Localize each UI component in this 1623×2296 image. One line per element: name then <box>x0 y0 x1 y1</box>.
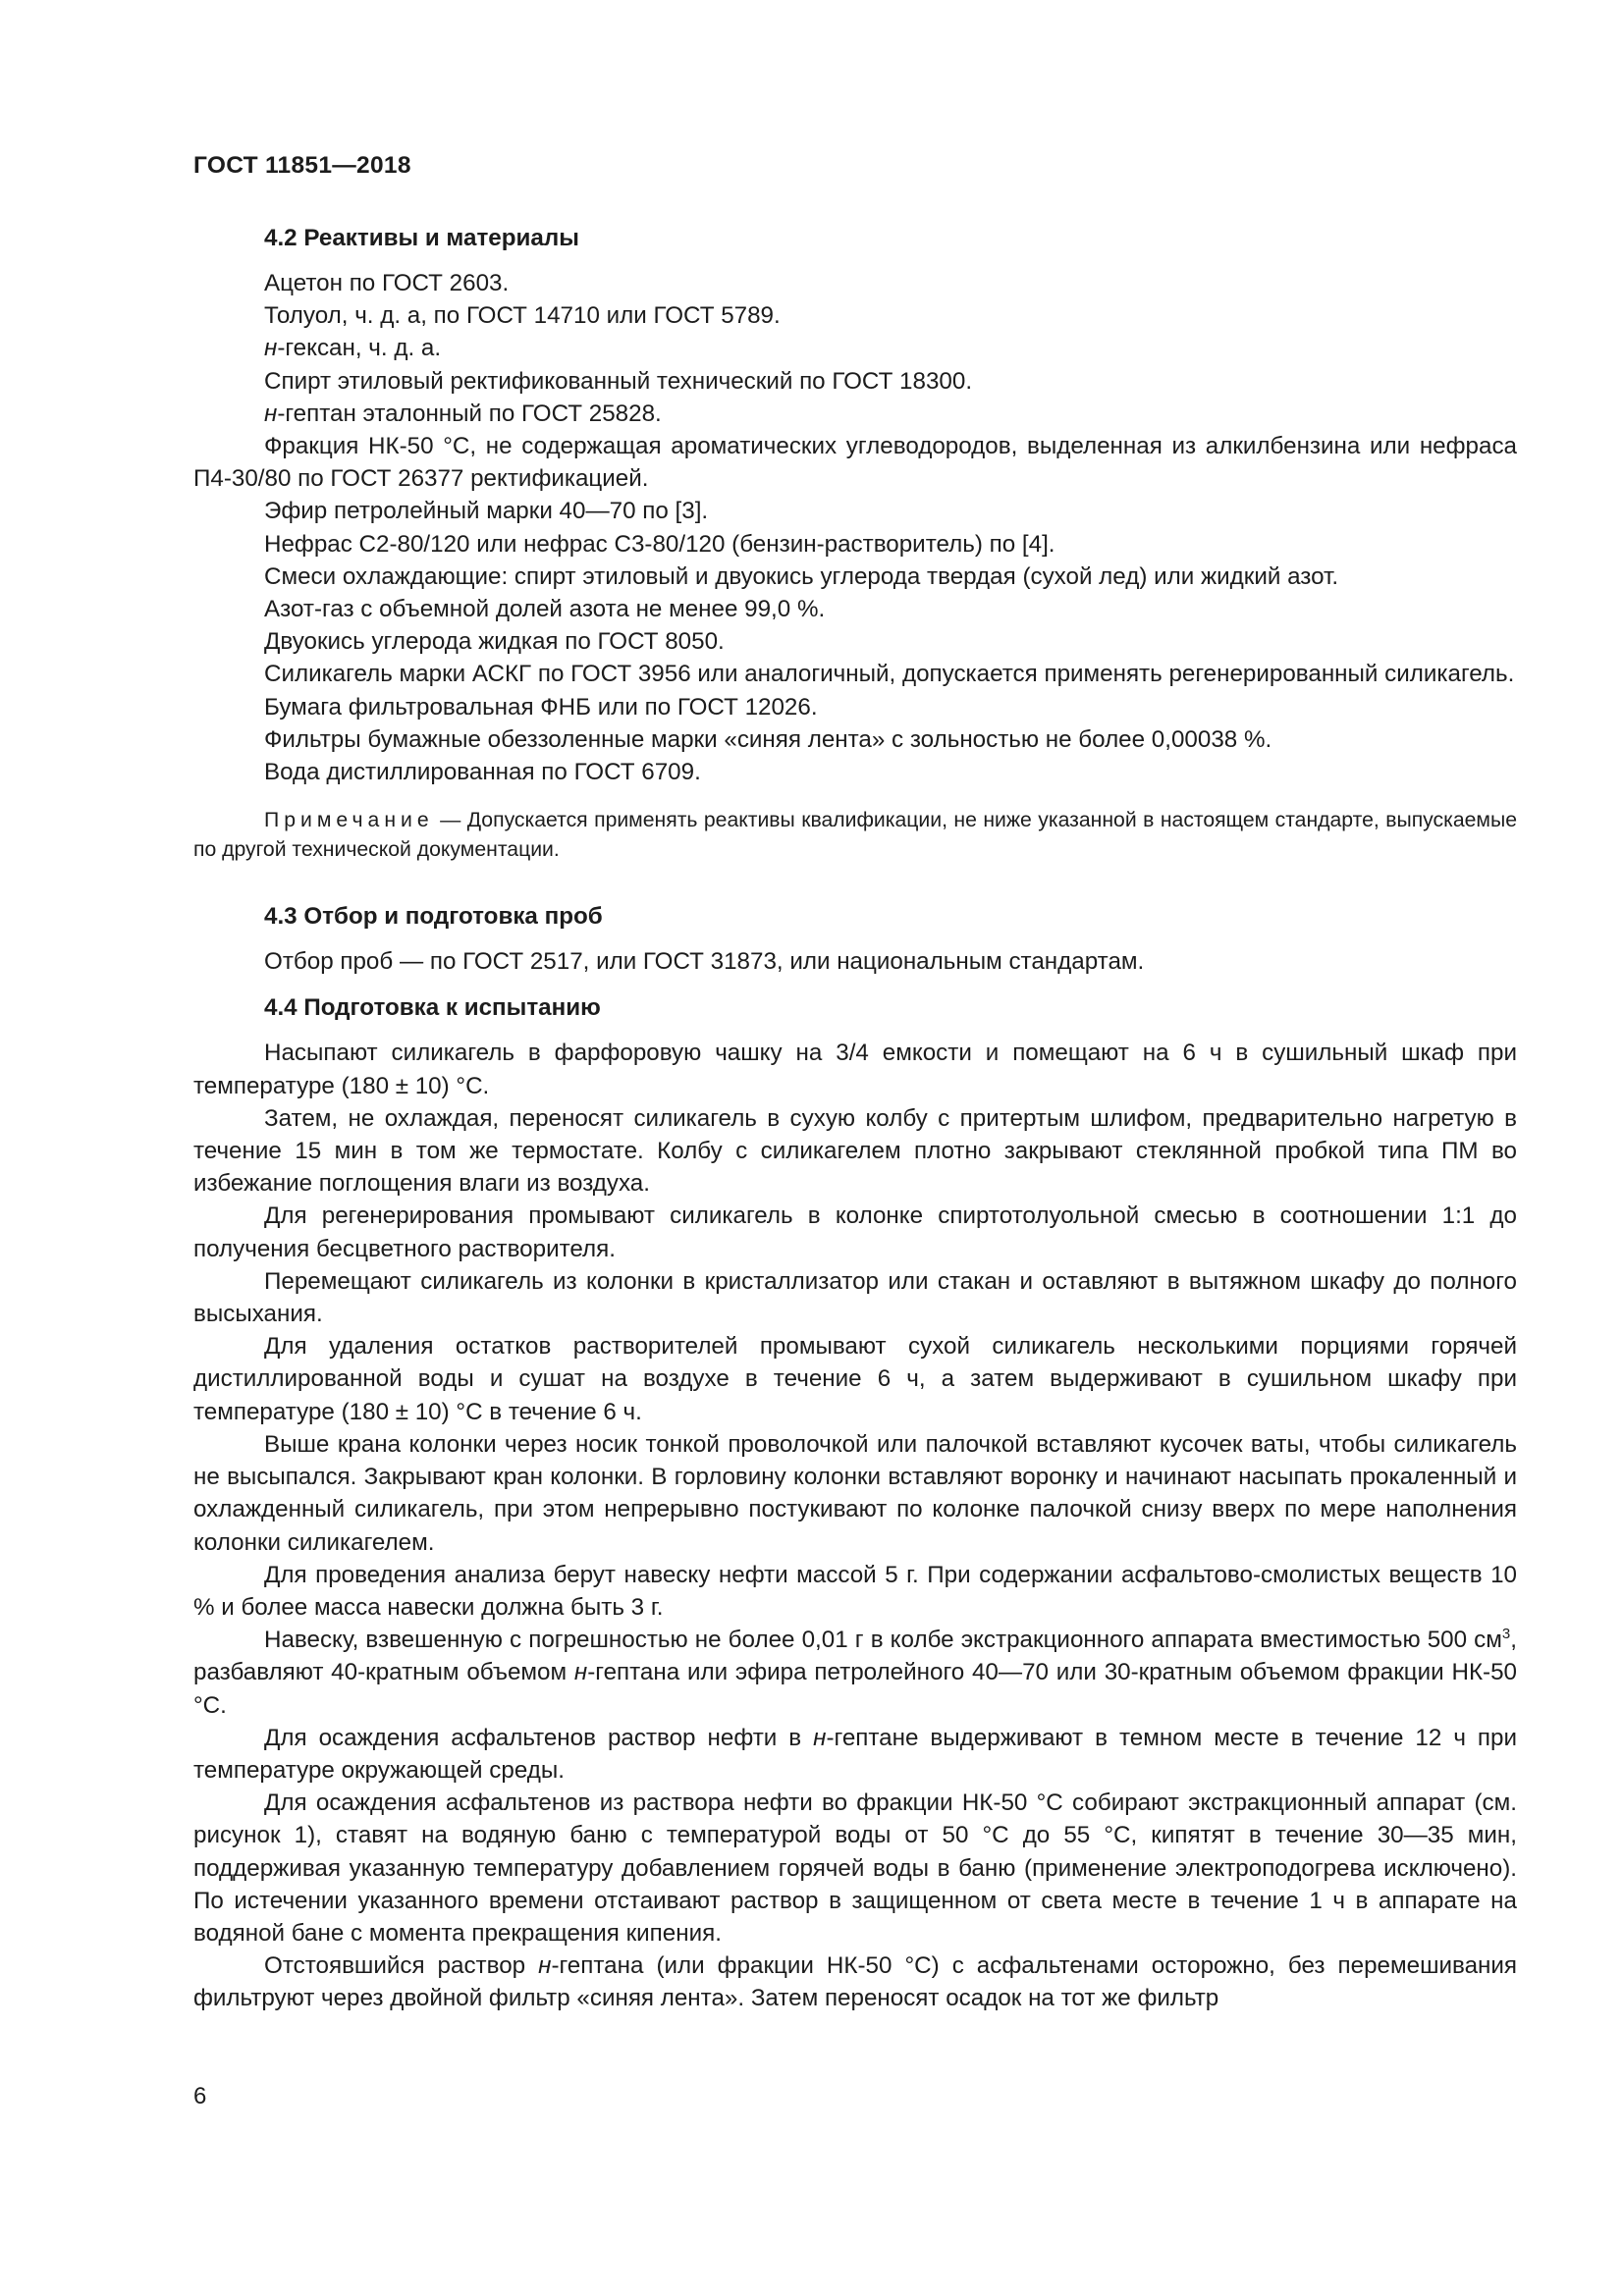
section-4-4-title: 4.4 Подготовка к испытанию <box>264 994 601 1022</box>
paragraph: Выше крана колонки через носик тонкой проволочкой или палочкой вставляют кусочек ваты, чтобы силикагель не высыпался. Закрывают кран колонки. В горловину колонки вставляют воронку и начинают насыпать прокаленный и охлажденный силикагель, при этом непрерывно постукивают по колонке палочкой снизу вверх по мере наполнения колонки силикагелем. <box>193 1430 1517 1556</box>
reagent-item: Эфир петролейный марки 40—70 по [3]. <box>264 498 709 525</box>
paragraph: Перемещают силикагель из колонки в кристаллизатор или стакан и оставляют в вытяжном шкафу до полного высыхания. <box>193 1267 1517 1328</box>
reagent-item: Силикагель марки АСКГ по ГОСТ 3956 или аналогичный, допускается применять регенерированный силикагель. <box>264 661 1515 688</box>
note-text: — Допускается применять реактивы квалификации, не ниже указанной в настоящем стандарте, выпускаемые по другой технической документации. <box>193 809 1517 862</box>
superscript: 3 <box>1501 1626 1511 1643</box>
reagent-item: Толуол, ч. д. а, по ГОСТ 14710 или ГОСТ 5789. <box>264 302 781 330</box>
note <box>193 806 1517 865</box>
italic-n: н <box>264 335 278 362</box>
reagent-item: Двуокись углерода жидкая по ГОСТ 8050. <box>264 628 725 656</box>
paragraph: Насыпают силикагель в фарфоровую чашку на 3/4 емкости и помещают на 6 ч в сушильный шкаф при температуре (180 ± 10) °С. <box>193 1040 1517 1099</box>
reagent-item: Вода дистиллированная по ГОСТ 6709. <box>264 759 701 786</box>
sampling-paragraph: Отбор проб — по ГОСТ 2517, или ГОСТ 31873, или национальным стандартам. <box>264 948 1145 976</box>
italic-n: н <box>813 1724 827 1751</box>
paragraph: Отстоявшийся раствор н-гептана (или фракции НК-50 °С) с асфальтенами осторожно, без перемешивания фильтруют через двойной фильтр «синяя лента». Затем переносят осадок на тот же фильтр <box>193 1952 1517 2012</box>
reagent-item: Смеси охлаждающие: спирт этиловый и двуокись углерода твердая (сухой лед) или жидкий азот. <box>264 562 1339 590</box>
paragraph: Для осаждения асфальтенов из раствора нефти во фракции НК-50 °С собирают экстракционный аппарат (см. рисунок 1), ставят на водяную баню с температурой воды от 50 °С до 55 °С, кипятят в течение 30—35 мин, поддерживая указанную температуру добавлением горячей воды в баню (применение электроподогрева исключено). По истечении указанного времени отстаивают раствор в защищенном от света месте в течение 1 ч в аппарате на водяной бане с момента прекращения кипения. <box>193 1789 1517 1947</box>
reagent-item: Спирт этиловый ректификованный технический по ГОСТ 18300. <box>264 367 973 395</box>
paragraph: Навеску, взвешенную с погрешностью не более 0,01 г в колбе экстракционного аппарата вместимостью 500 $см^3$, разбавляют 40-кратным объемом н-гептана или эфира петролейного 40—70 или 30-кратным объемом фракции НК-50 °С. <box>193 1626 1517 1719</box>
note-label: Примечание <box>264 809 434 832</box>
italic-n: н <box>573 1659 588 1686</box>
paragraph: Для удаления остатков растворителей промывают сухой силикагель несколькими порциями горячей дистиллированной воды и сушат на воздухе в течение 6 ч, а затем выдерживают в сушильном шкафу при температуре (180 ± 10) °С в течение 6 ч. <box>193 1333 1517 1425</box>
document-id: ГОСТ 11851—2018 <box>193 152 411 179</box>
reagent-item: Бумага фильтровальная ФНБ или по ГОСТ 12026. <box>264 693 818 721</box>
reagent-item: Фильтры бумажные обеззоленные марки «синяя лента» с зольностью не более 0,00038 %. <box>264 725 1272 753</box>
paragraph: Для регенерирования промывают силикагель в колонке спиртотолуольной смесью в соотношении 1:1 до получения бесцветного растворителя. <box>193 1202 1517 1262</box>
paragraph: Затем, не охлаждая, переносят силикагель в сухую колбу с притертым шлифом, предварительно нагретую в течение 15 мин в том же термостате. Колбу с силикагелем плотно закрывают стеклянной пробкой типа ПМ во избежание поглощения влаги из воздуха. <box>193 1104 1517 1198</box>
section-4-3-title: 4.3 Отбор и подготовка проб <box>264 903 603 931</box>
section-4-2-title: 4.2 Реактивы и материалы <box>264 225 579 251</box>
reagent-item: Фракция НК-50 °С, не содержащая ароматических углеводородов, выделенная из алкилбензина или нефраса П4-30/80 по ГОСТ 26377 ректификацией. <box>193 433 1517 493</box>
page-number: 6 <box>193 2083 207 2109</box>
reagent-item: Нефрас С2-80/120 или нефрас С3-80/120 (бензин-растворитель) по [4]. <box>264 530 1055 558</box>
document-body <box>193 222 1517 2015</box>
italic-n: н <box>264 400 278 427</box>
italic-n: н <box>538 1952 552 1980</box>
reagent-item: н-гептан эталонный по ГОСТ 25828. <box>264 400 662 427</box>
paragraph: Для осаждения асфальтенов раствор нефти в н-гептане выдерживают в темном месте в течение 12 ч при температуре окружающей среды. <box>193 1724 1517 1784</box>
reagent-item: Азот-газ с объемной долей азота не менее 99,0 %. <box>264 596 826 623</box>
paragraph: Для проведения анализа берут навеску нефти массой 5 г. При содержании асфальтово-смолистых веществ 10 % и более масса навески должна быть 3 г. <box>193 1561 1517 1621</box>
reagent-item: н-гексан, ч. д. а. <box>264 335 442 362</box>
reagent-item: Ацетон по ГОСТ 2603. <box>264 270 510 296</box>
